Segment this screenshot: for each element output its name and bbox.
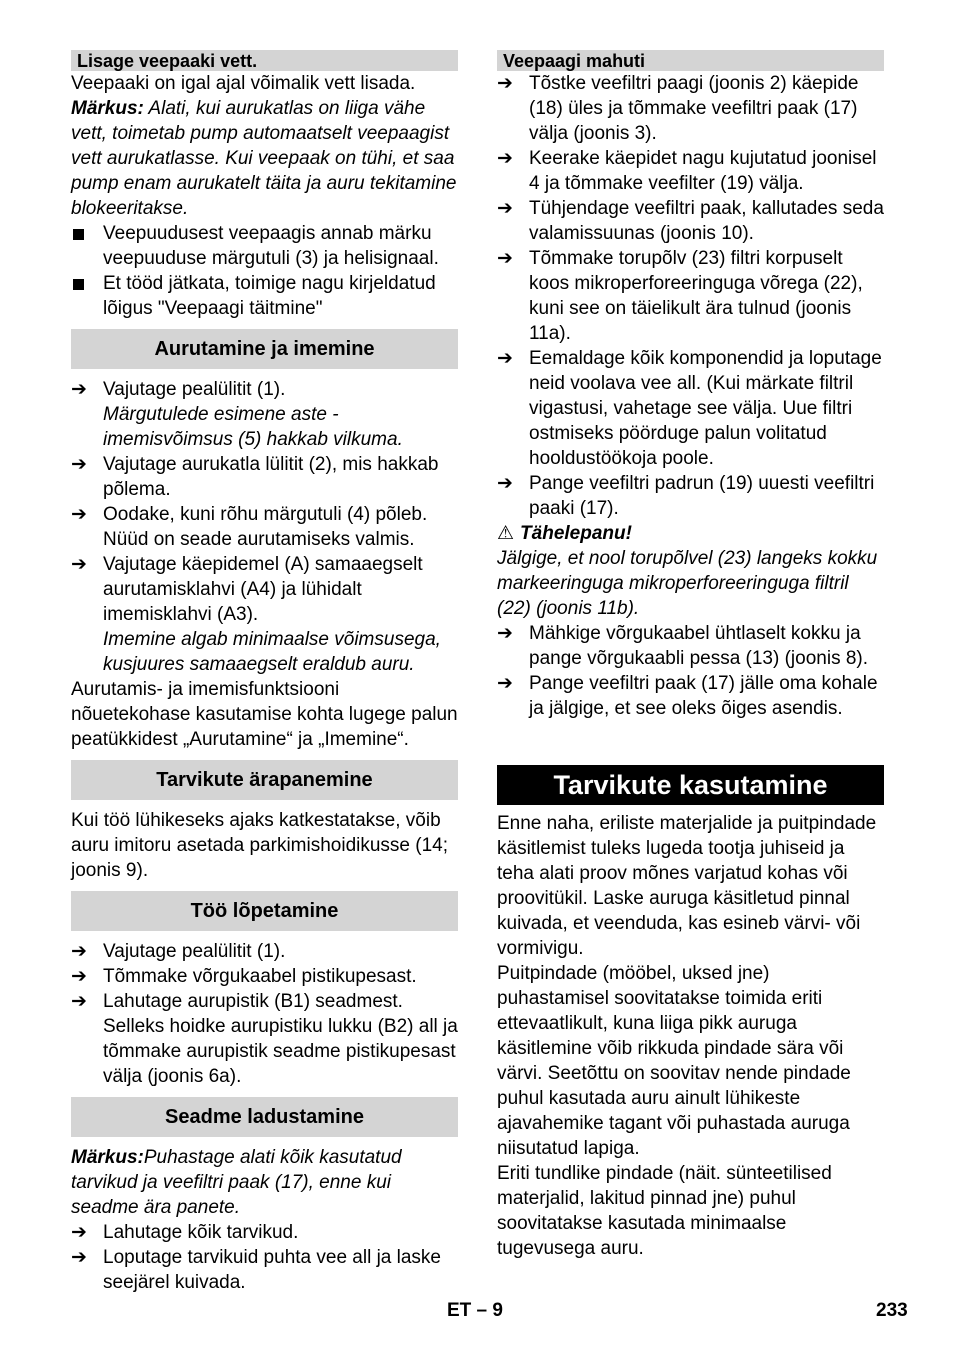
bullet-item [71, 221, 458, 271]
warning-label: Tähelepanu! [520, 523, 632, 544]
section-heading-water-tank: Veepaagi mahuti [497, 50, 884, 71]
step-text: Pange veefiltri paak (17) jälle oma kohale ja jälgige, et see oleks õiges asendis. [529, 673, 878, 719]
section-box-accessory-storage: Tarvikute ärapanemine [71, 760, 458, 800]
warning-heading [497, 521, 884, 546]
step-text: Lahutage kõik tarvikud. [103, 1222, 299, 1243]
step-item [497, 621, 884, 671]
step-text: Mähkige võrgukaabel ühtlaselt kokku ja pange võrgukaabli pessa (13) (joonis 8). [529, 623, 869, 669]
right-column [497, 50, 884, 1261]
step-text: Vajutage aurukatla lülitit (2), mis hakkab põlema. [103, 454, 439, 500]
step-text: Keerake käepidet nagu kujutatud joonisel 4 ja tõmmake veefilter (19) välja. [529, 148, 877, 194]
step-item [71, 964, 458, 989]
step-text: Pange veefiltri padrun (19) uuesti veefiltri paaki (17). [529, 473, 875, 519]
step-text: Tõmmake võrgukaabel pistikupesast. [103, 966, 417, 987]
arrow-icon: ➔ [497, 148, 513, 169]
step-item [71, 452, 458, 502]
step-item [71, 1245, 458, 1295]
arrow-icon: ➔ [71, 991, 87, 1012]
step-text: Vajutage pealülitit (1). [103, 941, 286, 962]
arrow-icon: ➔ [497, 248, 513, 269]
step-result: Märgutulede esimene aste - imemisvõimsus (5) hakkab vilkuma. [103, 404, 403, 450]
page-number: 233 [876, 1300, 908, 1321]
step-item [71, 939, 458, 964]
paragraph: Enne naha, eriliste materjalide ja puitpindade käsitlemist tuleks lugeda tootja juhiseid ja teha alati proov mõnes varjatud kohas või proovitükil. Laske auruga käsitletud pinnal kuivada, et veenduda, kas esineb värvi- või vormivigu. [497, 813, 877, 959]
arrow-icon: ➔ [497, 73, 513, 94]
warning-icon: ⚠ [497, 523, 515, 544]
step-item [71, 1220, 458, 1245]
note [71, 1145, 458, 1220]
paragraph: Aurutamis- ja imemisfunktsiooni nõuetekohase kasutamise kohta lugege palun peatükkidest „Aurutamine“ ja „Imemine“. [71, 679, 458, 750]
step-item [497, 196, 884, 246]
chapter-title: Tarvikute kasutamine [497, 765, 884, 805]
step-item [497, 471, 884, 521]
step-text: Loputage tarvikuid puhta vee all ja laske seejärel kuivada. [103, 1247, 442, 1293]
step-text: Tõstke veefiltri paagi (joonis 2) käepide (18) üles ja tõmmake veefiltri paak (17) välja (joonis 3). [529, 73, 859, 144]
warning-text: Jälgige, et nool torupõlvel (23) langeks kokku markeeringuga mikroperforeeringuga filtril (22) (joonis 11b). [497, 548, 878, 619]
bullet-text: Veepuudusest veepaagis annab märku veepuuduse märgutuli (3) ja helisignaal. [103, 223, 439, 269]
arrow-icon: ➔ [71, 966, 87, 987]
arrow-icon: ➔ [71, 379, 87, 400]
step-text: Lahutage aurupistik (B1) seadmest. Selleks hoidke aurupistiku lukku (B2) all ja tõmmake aurupistik seadme pistikupesast välja (joonis 6a). [103, 991, 458, 1087]
step-item [497, 71, 884, 146]
step-text: Vajutage pealülitit (1). [103, 379, 286, 400]
arrow-icon: ➔ [71, 941, 87, 962]
arrow-icon: ➔ [497, 198, 513, 219]
note [71, 96, 458, 221]
arrow-icon: ➔ [71, 454, 87, 475]
arrow-icon: ➔ [71, 1222, 87, 1243]
section-heading-add-water: Lisage veepaaki vett. [71, 50, 458, 71]
step-item [497, 146, 884, 196]
step-text: Tõmmake torupõlv (23) filtri korpuselt koos mikroperforeeringuga võrega (22), kuni see on täielikult ära tulnud (joonis 11a). [529, 248, 863, 344]
note-label: Märkus: [71, 98, 144, 119]
footer-section-label: ET – 9 [447, 1300, 503, 1321]
step-text: Tühjendage veefiltri paak, kallutades seda valamissuunas (joonis 10). [529, 198, 884, 244]
section-box-steam-vacuum: Aurutamine ja imemine [71, 329, 458, 369]
step-item [71, 552, 458, 627]
arrow-icon: ➔ [71, 554, 87, 575]
step-item [71, 502, 458, 552]
note-text: Puhastage alati kõik kasutatud tarvikud ja veefiltri paak (17), enne kui seadme ära panete. [71, 1147, 402, 1218]
note-text: Alati, kui aurukatlas on liiga vähe vett, toimetab pump automaatselt veepaagist vett aurukatlasse. Kui veepaak on tühi, et saa pump enam aurukatelt täita ja auru tekitamine blokeeritakse. [71, 98, 457, 219]
arrow-icon: ➔ [497, 623, 513, 644]
note-label: Märkus: [71, 1147, 144, 1168]
step-item [497, 671, 884, 721]
left-column [71, 50, 458, 1295]
arrow-icon: ➔ [71, 504, 87, 525]
bullet-text: Et tööd jätkata, toimige nagu kirjeldatud lõigus "Veepaagi täitmine" [103, 273, 436, 319]
paragraph: Puitpindade (mööbel, uksed jne) puhastamisel soovitatakse toimida eriti ettevaatlikult, kuna liiga pikk auruga käsitlemine võib rikkuda pindade sära või värvi. Seetõttu on soovitav nende pindade puhul kasutada auru ainult lühikeste ajavahemike tagant või puhastada auruga niisutatud lapiga. [497, 963, 851, 1159]
arrow-icon: ➔ [71, 1247, 87, 1268]
step-text: Vajutage käepidemel (A) samaaegselt aurutamisklahvi (A4) ja lühidalt imemisklahvi (A3). [103, 554, 423, 625]
section-box-device-storage: Seadme ladustamine [71, 1097, 458, 1137]
paragraph: Kui töö lühikeseks ajaks katkestatakse, võib auru imitoru asetada parkimishoidikusse (14; joonis 9). [71, 810, 449, 881]
arrow-icon: ➔ [497, 673, 513, 694]
step-item [71, 377, 458, 402]
step-text: Eemaldage kõik komponendid ja loputage neid voolava vee all. (Kui märkate filtril vigastusi, vahetage see välja. Uue filtri ostmiseks pöörduge palun volitatud hooldustöökoja poole. [529, 348, 882, 469]
bullet-item [71, 271, 458, 321]
arrow-icon: ➔ [497, 473, 513, 494]
step-item [497, 346, 884, 471]
step-text: Oodake, kuni rõhu märgutuli (4) põleb. Nüüd on seade aurutamiseks valmis. [103, 504, 428, 550]
arrow-icon: ➔ [497, 348, 513, 369]
paragraph: Veepaaki on igal ajal võimalik vett lisada. [71, 73, 416, 94]
step-result: Imemine algab minimaalse võimsusega, kusjuures samaaegselt eraldub auru. [103, 629, 441, 675]
section-box-finish-work: Töö lõpetamine [71, 891, 458, 931]
step-item [71, 989, 458, 1089]
step-item [497, 246, 884, 346]
paragraph: Eriti tundlike pindade (näit. sünteetilised materjalid, lakitud pinnad jne) puhul soovitatakse kasutada minimaalse tugevusega auru. [497, 1163, 832, 1259]
